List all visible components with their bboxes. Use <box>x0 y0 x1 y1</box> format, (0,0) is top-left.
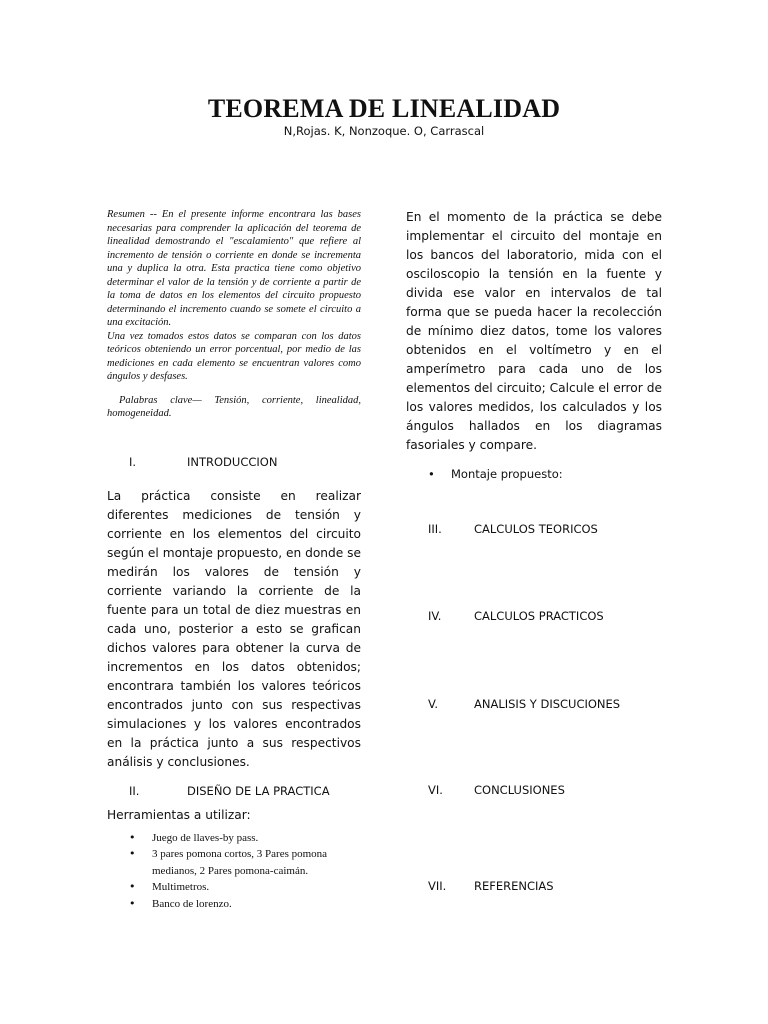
section-title: INTRODUCCION <box>187 454 278 469</box>
keywords: Palabras clave— Tensión, corriente, linealidad, homogeneidad. <box>107 394 361 419</box>
list-item: • Banco de lorenzo. <box>107 896 361 913</box>
section-number: VII. <box>428 879 447 893</box>
section-heading-introduccion <box>107 455 361 469</box>
section-heading-analisis <box>406 697 662 711</box>
procedure-text: En el momento de la práctica se debe implementar el circuito del montaje en los bancos del laboratorio, mida con el osciloscopio la tensión en la fuente y divida ese valor en intervalos de tal forma que se pueda hacer la recolección de mínimo diez datos, tome los valores obtenidos en el voltímetro y en el amperímetro para cada uno de los elementos del circuito; Calcule el error de los valores medidos, los calculados y los ángulos hallados en los diagramas fasoriales y compare. <box>406 210 662 452</box>
section-title: ANALISIS Y DISCUCIONES <box>474 697 621 711</box>
list-item: • Multimetros. <box>107 879 361 896</box>
tools-heading: Herramientas a utilizar: <box>107 807 251 822</box>
section-number: IV. <box>428 609 442 623</box>
introduction-text: La práctica consiste en realizar diferentes mediciones de tensión y corriente en los elementos del circuito según el montaje propuesto, en donde se medirán los valores de tensión y corriente variando la corriente de la fuente para un total de diez muestras en cada uno, posterior a esto se grafican dichos valores para obtener la curva de incrementos en los datos obtenidos; encontrara también los valores teóricos encontrados junto con sus respectivas simulaciones y los valores encontrados en la práctica junto a sus respectivos análisis y conclusiones. <box>107 488 361 769</box>
section-number: III. <box>428 522 442 536</box>
section-heading-conclusiones <box>406 783 662 797</box>
section-title: CALCULOS PRACTICOS <box>474 609 604 623</box>
section-heading-calculos-teoricos <box>406 522 662 536</box>
tools-list <box>107 830 361 913</box>
section-title: CONCLUSIONES <box>474 783 565 797</box>
list-item: • 3 pares pomona cortos, 3 Pares pomona medianos, 2 Pares pomona-caimán. <box>107 846 361 879</box>
right-column <box>406 208 662 893</box>
left-column <box>107 208 361 912</box>
authors-line: N,Rojas. K, Nonzoque. O, Carrascal <box>283 124 485 138</box>
section-heading-referencias <box>406 879 662 893</box>
list-item: • Juego de llaves-by pass. <box>107 830 361 847</box>
section-number: II. <box>129 783 140 798</box>
section-title: DISEÑO DE LA PRACTICA <box>187 783 330 798</box>
abstract-paragraph: Resumen -- En el presente informe encontrara las bases necesarias para comprender la aplicación del teorema de linealidad demostrando el "escalamiento" que refiere al incremento de tensión o corriente en donde se incrementa una y duplica la otra. Esta practica tiene como objetivo determinar el valor de la tensión y de corriente a partir de la toma de datos en los elementos del circuito propuesto determinando el incremento cuando se somete el circuito a una excitación. <box>107 209 361 328</box>
abstract-paragraph-2: Una vez tomados estos datos se comparan con los datos teóricos obteniendo un error porcentual, por medio de las mediciones en cada elemento se encuentran valores como ángulos y desfases. <box>107 330 361 382</box>
page-title: TEOREMA DE LINEALIDAD <box>207 94 561 123</box>
section-number: V. <box>428 697 439 711</box>
section-title: CALCULOS TEORICOS <box>474 522 598 536</box>
section-number: I. <box>129 454 137 469</box>
section-heading-diseno <box>107 784 361 798</box>
section-title: REFERENCIAS <box>474 879 554 893</box>
section-number: VI. <box>428 783 443 797</box>
proposed-setup-item: • Montaje propuesto: <box>406 467 662 481</box>
section-heading-calculos-practicos <box>406 609 662 623</box>
